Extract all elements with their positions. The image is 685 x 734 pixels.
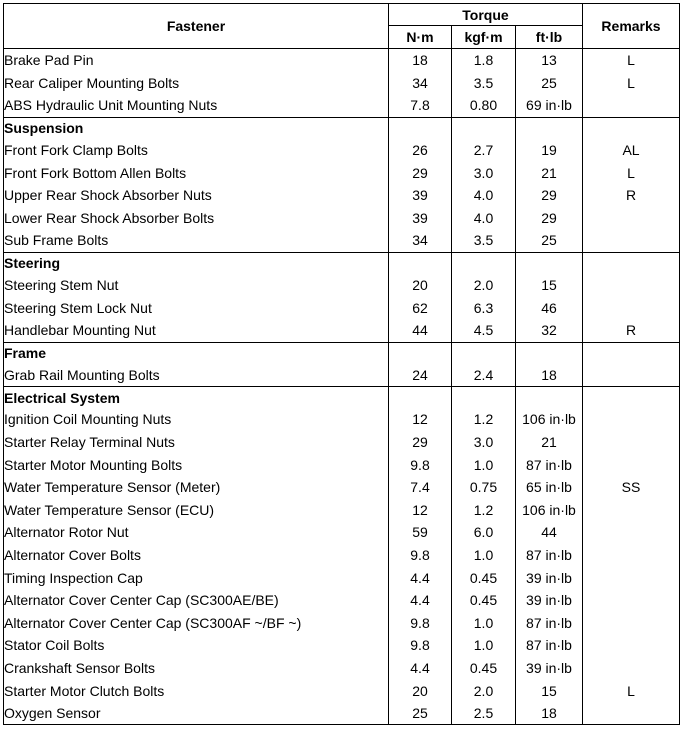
remarks-cell xyxy=(583,499,680,522)
ftlb-cell: 18 xyxy=(516,364,583,387)
section-blank-cell xyxy=(583,252,680,274)
section-blank-cell xyxy=(389,252,452,274)
remarks-cell xyxy=(583,657,680,680)
kgfm-cell: 3.0 xyxy=(452,161,516,184)
fastener-cell: Upper Rear Shock Absorber Nuts xyxy=(4,184,389,207)
nm-cell: 12 xyxy=(389,408,452,431)
fastener-cell: Handlebar Mounting Nut xyxy=(4,319,389,342)
section-blank-cell xyxy=(583,387,680,409)
ftlb-cell: 18 xyxy=(516,702,583,725)
ftlb-cell: 25 xyxy=(516,72,583,95)
fastener-cell: Steering Stem Lock Nut xyxy=(4,296,389,319)
nm-column-header: N·m xyxy=(389,26,452,49)
remarks-cell: AL xyxy=(583,139,680,162)
remarks-cell xyxy=(583,611,680,634)
ftlb-cell: 87 in·lb xyxy=(516,544,583,567)
nm-cell: 62 xyxy=(389,296,452,319)
section-header-row xyxy=(4,117,680,139)
ftlb-cell: 65 in·lb xyxy=(516,476,583,499)
kgfm-cell: 0.45 xyxy=(452,566,516,589)
fastener-cell: Water Temperature Sensor (ECU) xyxy=(4,499,389,522)
nm-cell: 24 xyxy=(389,364,452,387)
section-blank-cell xyxy=(452,387,516,409)
table-row xyxy=(4,49,680,72)
remarks-cell xyxy=(583,229,680,252)
kgfm-cell: 0.80 xyxy=(452,94,516,117)
table-row xyxy=(4,319,680,342)
remarks-column-header: Remarks xyxy=(583,4,680,49)
remarks-cell: R xyxy=(583,319,680,342)
ftlb-cell: 87 in·lb xyxy=(516,611,583,634)
nm-cell: 34 xyxy=(389,229,452,252)
fastener-column-header: Fastener xyxy=(4,4,389,49)
ftlb-cell: 87 in·lb xyxy=(516,453,583,476)
section-blank-cell xyxy=(389,387,452,409)
section-blank-cell xyxy=(583,117,680,139)
ftlb-cell: 87 in·lb xyxy=(516,634,583,657)
kgfm-cell: 4.0 xyxy=(452,184,516,207)
table-row xyxy=(4,139,680,162)
nm-cell: 29 xyxy=(389,161,452,184)
ftlb-cell: 44 xyxy=(516,521,583,544)
fastener-cell: Brake Pad Pin xyxy=(4,49,389,72)
remarks-cell xyxy=(583,453,680,476)
ftlb-cell: 46 xyxy=(516,296,583,319)
table-row xyxy=(4,229,680,252)
fastener-cell: Alternator Cover Bolts xyxy=(4,544,389,567)
remarks-cell xyxy=(583,408,680,431)
remarks-cell: R xyxy=(583,184,680,207)
section-blank-cell xyxy=(516,342,583,364)
table-row xyxy=(4,364,680,387)
kgfm-cell: 3.5 xyxy=(452,229,516,252)
remarks-cell xyxy=(583,94,680,117)
nm-cell: 20 xyxy=(389,274,452,297)
kgfm-cell: 4.0 xyxy=(452,207,516,230)
section-title: Frame xyxy=(4,342,389,364)
ftlb-cell: 15 xyxy=(516,679,583,702)
fastener-cell: Oxygen Sensor xyxy=(4,702,389,725)
ftlb-column-header: ft·lb xyxy=(516,26,583,49)
fastener-cell: Starter Motor Clutch Bolts xyxy=(4,679,389,702)
kgfm-cell: 4.5 xyxy=(452,319,516,342)
nm-cell: 29 xyxy=(389,431,452,454)
kgfm-cell: 1.2 xyxy=(452,408,516,431)
kgfm-cell: 2.4 xyxy=(452,364,516,387)
kgfm-cell: 2.7 xyxy=(452,139,516,162)
section-blank-cell xyxy=(452,342,516,364)
kgfm-cell: 0.75 xyxy=(452,476,516,499)
section-title: Suspension xyxy=(4,117,389,139)
section-blank-cell xyxy=(389,342,452,364)
ftlb-cell: 21 xyxy=(516,161,583,184)
section-blank-cell xyxy=(452,117,516,139)
nm-cell: 9.8 xyxy=(389,544,452,567)
kgfm-cell: 1.8 xyxy=(452,49,516,72)
kgfm-cell: 1.0 xyxy=(452,611,516,634)
nm-cell: 39 xyxy=(389,184,452,207)
table-row xyxy=(4,431,680,454)
table-row xyxy=(4,702,680,725)
nm-cell: 44 xyxy=(389,319,452,342)
remarks-cell: L xyxy=(583,49,680,72)
ftlb-cell: 29 xyxy=(516,207,583,230)
fastener-cell: Alternator Cover Center Cap (SC300AF ~/BF ~) xyxy=(4,611,389,634)
remarks-cell xyxy=(583,364,680,387)
fastener-cell: Front Fork Clamp Bolts xyxy=(4,139,389,162)
kgfm-cell: 2.0 xyxy=(452,679,516,702)
nm-cell: 4.4 xyxy=(389,566,452,589)
kgfm-cell: 0.45 xyxy=(452,657,516,680)
kgfm-cell: 1.0 xyxy=(452,634,516,657)
fastener-cell: Steering Stem Nut xyxy=(4,274,389,297)
nm-cell: 12 xyxy=(389,499,452,522)
table-row xyxy=(4,408,680,431)
section-blank-cell xyxy=(389,117,452,139)
remarks-cell xyxy=(583,296,680,319)
remarks-cell xyxy=(583,702,680,725)
fastener-cell: Starter Motor Mounting Bolts xyxy=(4,453,389,476)
remarks-cell: L xyxy=(583,72,680,95)
kgfm-column-header: kgf·m xyxy=(452,26,516,49)
nm-cell: 59 xyxy=(389,521,452,544)
table-row xyxy=(4,589,680,612)
remarks-cell: L xyxy=(583,161,680,184)
torque-specifications-table xyxy=(3,3,680,725)
ftlb-cell: 39 in·lb xyxy=(516,657,583,680)
ftlb-cell: 19 xyxy=(516,139,583,162)
section-blank-cell xyxy=(516,252,583,274)
ftlb-cell: 69 in·lb xyxy=(516,94,583,117)
fastener-cell: Starter Relay Terminal Nuts xyxy=(4,431,389,454)
table-row xyxy=(4,207,680,230)
nm-cell: 7.8 xyxy=(389,94,452,117)
fastener-cell: Front Fork Bottom Allen Bolts xyxy=(4,161,389,184)
section-blank-cell xyxy=(583,342,680,364)
remarks-cell xyxy=(583,544,680,567)
remarks-cell xyxy=(583,634,680,657)
kgfm-cell: 2.5 xyxy=(452,702,516,725)
remarks-cell: SS xyxy=(583,476,680,499)
nm-cell: 9.8 xyxy=(389,611,452,634)
table-row xyxy=(4,72,680,95)
kgfm-cell: 3.5 xyxy=(452,72,516,95)
section-header-row xyxy=(4,252,680,274)
ftlb-cell: 29 xyxy=(516,184,583,207)
nm-cell: 9.8 xyxy=(389,453,452,476)
fastener-cell: Timing Inspection Cap xyxy=(4,566,389,589)
table-body xyxy=(4,49,680,725)
ftlb-cell: 15 xyxy=(516,274,583,297)
fastener-cell: Ignition Coil Mounting Nuts xyxy=(4,408,389,431)
table-row xyxy=(4,274,680,297)
kgfm-cell: 2.0 xyxy=(452,274,516,297)
fastener-cell: Alternator Rotor Nut xyxy=(4,521,389,544)
remarks-cell xyxy=(583,521,680,544)
ftlb-cell: 39 in·lb xyxy=(516,589,583,612)
kgfm-cell: 6.0 xyxy=(452,521,516,544)
nm-cell: 34 xyxy=(389,72,452,95)
remarks-cell xyxy=(583,589,680,612)
kgfm-cell: 1.0 xyxy=(452,453,516,476)
remarks-cell xyxy=(583,566,680,589)
nm-cell: 26 xyxy=(389,139,452,162)
fastener-cell: Lower Rear Shock Absorber Bolts xyxy=(4,207,389,230)
fastener-cell: Stator Coil Bolts xyxy=(4,634,389,657)
ftlb-cell: 13 xyxy=(516,49,583,72)
nm-cell: 7.4 xyxy=(389,476,452,499)
remarks-cell: L xyxy=(583,679,680,702)
nm-cell: 25 xyxy=(389,702,452,725)
nm-cell: 9.8 xyxy=(389,634,452,657)
kgfm-cell: 1.2 xyxy=(452,499,516,522)
fastener-cell: ABS Hydraulic Unit Mounting Nuts xyxy=(4,94,389,117)
kgfm-cell: 1.0 xyxy=(452,544,516,567)
table-row xyxy=(4,94,680,117)
table-row xyxy=(4,611,680,634)
table-row xyxy=(4,184,680,207)
table-row xyxy=(4,296,680,319)
section-header-row xyxy=(4,387,680,409)
remarks-cell xyxy=(583,274,680,297)
table-row xyxy=(4,544,680,567)
nm-cell: 39 xyxy=(389,207,452,230)
table-row xyxy=(4,634,680,657)
table-header xyxy=(4,4,680,49)
table-row xyxy=(4,453,680,476)
remarks-cell xyxy=(583,207,680,230)
kgfm-cell: 3.0 xyxy=(452,431,516,454)
section-blank-cell xyxy=(516,117,583,139)
nm-cell: 4.4 xyxy=(389,657,452,680)
ftlb-cell: 25 xyxy=(516,229,583,252)
table-row xyxy=(4,476,680,499)
kgfm-cell: 6.3 xyxy=(452,296,516,319)
fastener-cell: Grab Rail Mounting Bolts xyxy=(4,364,389,387)
fastener-cell: Water Temperature Sensor (Meter) xyxy=(4,476,389,499)
fastener-cell: Sub Frame Bolts xyxy=(4,229,389,252)
section-header-row xyxy=(4,342,680,364)
section-blank-cell xyxy=(452,252,516,274)
table-row xyxy=(4,499,680,522)
nm-cell: 4.4 xyxy=(389,589,452,612)
fastener-cell: Crankshaft Sensor Bolts xyxy=(4,657,389,680)
fastener-cell: Alternator Cover Center Cap (SC300AE/BE) xyxy=(4,589,389,612)
table-row xyxy=(4,521,680,544)
fastener-cell: Rear Caliper Mounting Bolts xyxy=(4,72,389,95)
table-row xyxy=(4,161,680,184)
table-row xyxy=(4,679,680,702)
section-title: Steering xyxy=(4,252,389,274)
torque-column-header: Torque xyxy=(389,4,583,26)
section-title: Electrical System xyxy=(4,387,389,409)
section-blank-cell xyxy=(516,387,583,409)
table-row xyxy=(4,657,680,680)
ftlb-cell: 32 xyxy=(516,319,583,342)
kgfm-cell: 0.45 xyxy=(452,589,516,612)
table-row xyxy=(4,566,680,589)
ftlb-cell: 106 in·lb xyxy=(516,408,583,431)
ftlb-cell: 21 xyxy=(516,431,583,454)
nm-cell: 18 xyxy=(389,49,452,72)
ftlb-cell: 39 in·lb xyxy=(516,566,583,589)
nm-cell: 20 xyxy=(389,679,452,702)
ftlb-cell: 106 in·lb xyxy=(516,499,583,522)
remarks-cell xyxy=(583,431,680,454)
